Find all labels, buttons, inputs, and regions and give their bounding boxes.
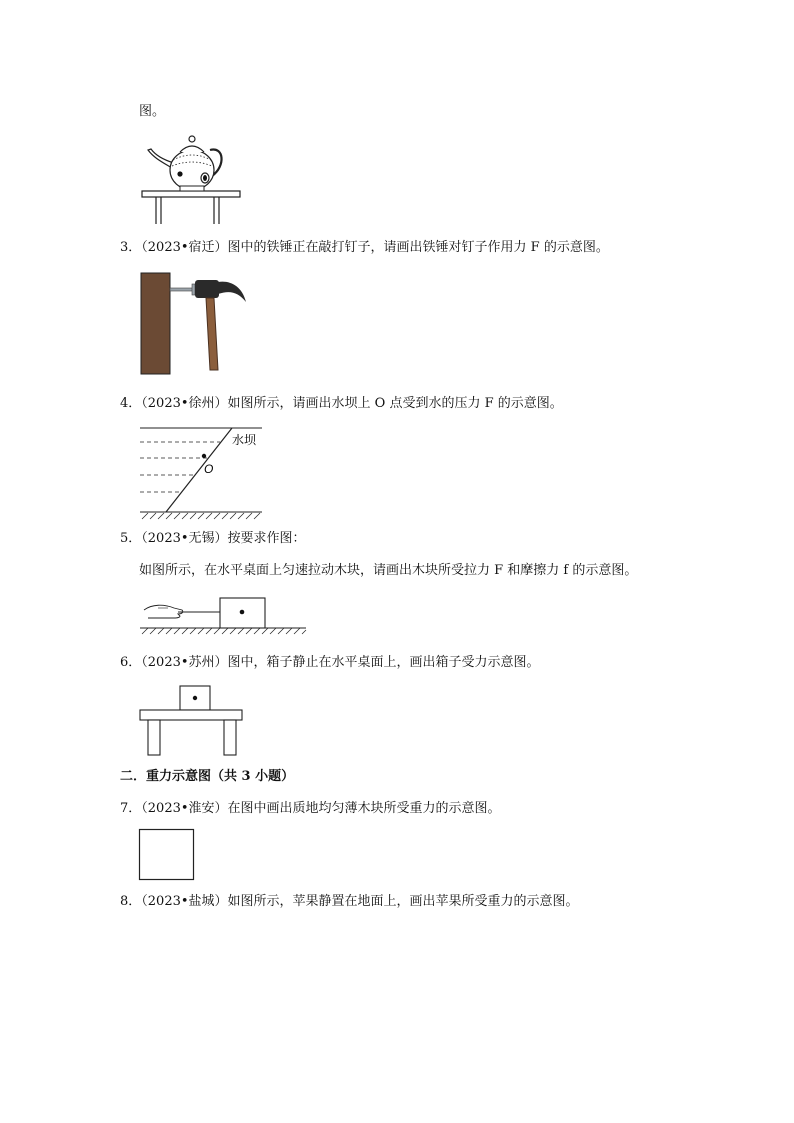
question-source: （2023•无锡） [141, 531, 228, 546]
section-heading: 二．重力示意图（共 3 小题） [120, 769, 295, 784]
question-source: （2023•盐城） [141, 894, 228, 909]
continuation-text: 图。 [139, 104, 166, 119]
question-number: 8． [120, 894, 142, 909]
question-text: 图中，箱子静止在水平桌面上，画出箱子受力示意图。 [227, 655, 540, 670]
question-3 [120, 240, 609, 256]
dam-figure [138, 420, 266, 522]
question-number: 6． [120, 655, 142, 670]
question-text: 图中的铁锤正在敲打钉子，请画出铁锤对钉子作用力 F 的示意图。 [227, 240, 609, 255]
question-text: 按要求作图： [227, 531, 306, 546]
question-8 [120, 894, 579, 910]
question-source: （2023•宿迁） [141, 240, 228, 255]
question-6 [120, 655, 540, 671]
box-on-table-figure [138, 684, 246, 758]
question-source: （2023•徐州） [141, 396, 228, 411]
thin-wood-block-figure [138, 828, 196, 882]
point-o-label: O [204, 462, 214, 476]
question-text: 如图所示，苹果静置在地面上，画出苹果所受重力的示意图。 [227, 894, 579, 909]
question-5-subtext: 如图所示，在水平桌面上匀速拉动木块，请画出木块所受拉力 F 和摩擦力 f 的示意图。 [139, 563, 638, 578]
question-5 [120, 531, 306, 547]
question-text: 如图所示，请画出水坝上 O 点受到水的压力 F 的示意图。 [227, 396, 563, 411]
hand-pulling-block-figure [138, 594, 310, 636]
hammer-nail-figure [138, 270, 248, 376]
question-4 [120, 396, 563, 412]
teapot-on-table-figure [140, 128, 245, 226]
dam-label: 水坝 [232, 433, 257, 447]
question-number: 4． [120, 396, 142, 411]
question-7 [120, 801, 501, 817]
question-number: 3． [120, 240, 142, 255]
question-source: （2023•淮安） [141, 801, 228, 816]
question-text: 在图中画出质地均匀薄木块所受重力的示意图。 [227, 801, 501, 816]
question-number: 7． [120, 801, 142, 816]
question-number: 5． [120, 531, 142, 546]
question-source: （2023•苏州） [141, 655, 228, 670]
